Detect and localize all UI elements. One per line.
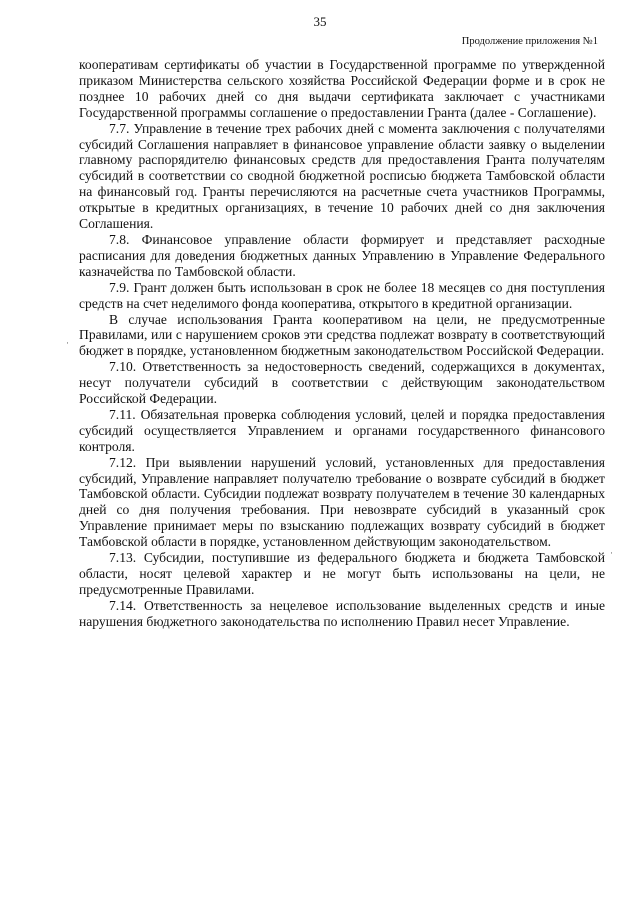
paragraph-continuation: кооперативам сертификаты об участии в Государственной программе по утвержденной приказом Министерства сельского хозяйства Российской Федерации форме и в срок не позднее 10 рабочих дней со дня выдачи сертификата заключает с участниками Государственной программы соглашение о предоставлении Гранта (далее - Соглашение). (79, 57, 605, 120)
paragraph-misuse-return: В случае использования Гранта кооперативом на цели, не предусмотренные Правилами, или с нарушением сроков эти средства подлежат возврату в соответствующий бюджет в порядке, установленном бюджетным законодательством Российской Федерации. (79, 311, 605, 359)
paragraph-7-12: 7.12. При выявлении нарушений условий, установленных для предоставления субсидий, Управление направляет получателю требование о возврате субсидий в бюджет Тамбовской области. Субсидии подлежат возврату получателем в течение 30 календарных дней со дня получения требования. При невозврате субсидий в указанный срок Управление принимает меры по взысканию подлежащих возврату субсидий в бюджет Тамбовской области в порядке, установленном действующим законодательством. (79, 454, 605, 550)
paragraph-7-10: 7.10. Ответственность за недостоверность сведений, содержащихся в документах, несут получатели субсидий в соответствии с действующим законодательством Российской Федерации. (79, 359, 605, 407)
paragraph-7-14: 7.14. Ответственность за нецелевое использование выделенных средств и иные нарушения бюджетного законодательства по исполнению Правил несет Управление. (79, 597, 605, 629)
paragraph-7-8: 7.8. Финансовое управление области формирует и представляет расходные расписания для доведения бюджетных данных Управлению в Управление Федерального казначейства по Тамбовской области. (79, 231, 605, 279)
document-body (79, 57, 605, 630)
page-number: 35 (313, 14, 327, 29)
scan-mark: · (610, 548, 613, 558)
paragraph-7-11: 7.11. Обязательная проверка соблюдения условий, целей и порядка предоставления субсидий осуществляется Управлением и органами государственного финансового контроля. (79, 406, 605, 454)
paragraph-7-13: 7.13. Субсидии, поступившие из федерального бюджета и бюджета Тамбовской области, носят целевой характер и не могут быть использованы на цели, не предусмотренные Правилами. (79, 550, 605, 597)
appendix-continuation-label: Продолжение приложения №1 (461, 36, 598, 47)
paragraph-7-7: 7.7. Управление в течение трех рабочих дней с момента заключения с получателями субсидий Соглашения направляет в финансовое управление области заявку о выделении главному распорядителю финансовых средств для предоставления Гранта получателям субсидий в соответствии со сводной бюджетной росписью бюджета Тамбовской области на финансовый год. Гранты перечисляются на расчетные счета участников Программы, открытые в кредитных организациях, в течение 10 рабочих дней со дня заключения Соглашения. (79, 120, 605, 232)
scan-mark: · (66, 338, 69, 348)
paragraph-7-9: 7.9. Грант должен быть использован в срок не более 18 месяцев со дня поступления средств на счет неделимого фонда кооператива, открытого в кредитной организации. (79, 279, 605, 311)
